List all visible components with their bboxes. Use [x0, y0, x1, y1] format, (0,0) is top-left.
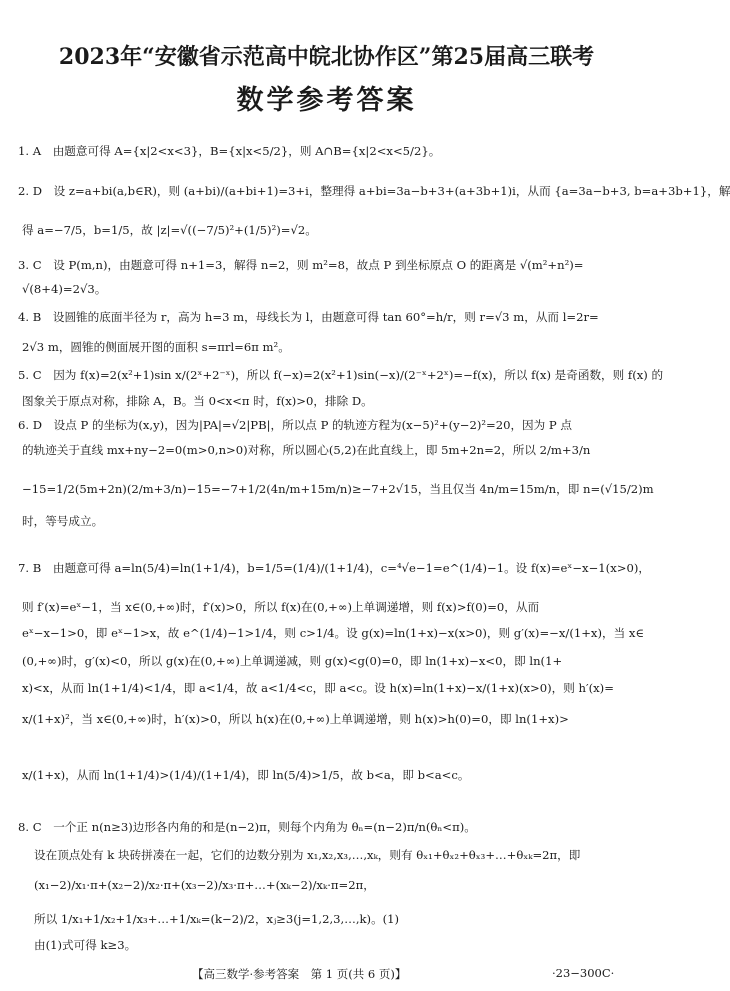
answer-line: 图象关于原点对称，排除 A，B。当 0<x<π 时，f(x)>0，排除 D。 — [22, 394, 373, 408]
answer-line: 2. D 设 z=a+bi(a,b∈R)，则 (a+bi)/(a+bi+1)=3+i，整理得 a+bi=3a−b+3+(a+3b+1)i，从而 {a=3a−b+3, b=a+3b+1}，解 — [18, 184, 730, 198]
answer-line: 得 a=−7/5，b=1/5，故 |z|=√((−7/5)²+(1/5)²)=√2。 — [22, 223, 317, 237]
answer-line: √(8+4)=2√3。 — [22, 282, 107, 296]
answer-line: −15=1/2(5m+2n)(2/m+3/n)−15=−7+1/2(4n/m+15m/n)≥−7+2√15，当且仅当 4n/m=15m/n，即 n=(√15/2)m — [22, 482, 654, 496]
answer-line: (x₁−2)/x₁·π+(x₂−2)/x₂·π+(x₃−2)/x₃·π+…+(xₖ−2)/xₖ·π=2π， — [34, 878, 375, 892]
answer-line: x)<x，从而 ln(1+1/4)<1/4，即 a<1/4，故 a<1/4<c，即 a<c。设 h(x)=ln(1+x)−x/(1+x)(x>0)，则 h′(x)= — [22, 681, 614, 695]
exam-title: 2023年“安徽省示范高中皖北协作区”第25届高三联考 — [58, 44, 595, 70]
exam-code: ·23−300C· — [552, 966, 615, 980]
answer-line: 设在顶点处有 k 块砖拼凑在一起，它们的边数分别为 x₁,x₂,x₃,…,xₖ，则有 θₓ₁+θₓ₂+θₓ₃+…+θₓₖ=2π，即 — [34, 848, 581, 862]
answer-line: x/(1+x)，从而 ln(1+1/4)>(1/4)/(1+1/4)，即 ln(5/4)>1/5，故 b<a，即 b<a<c。 — [22, 768, 470, 782]
answer-line: 5. C 因为 f(x)=2(x²+1)sin x/(2ˣ+2⁻ˣ)，所以 f(−x)=2(x²+1)sin(−x)/(2⁻ˣ+2ˣ)=−f(x)，所以 f(x) 是奇函数，则 f(x) 的 — [18, 368, 664, 382]
answer-line: eˣ−x−1>0，即 eˣ−1>x，故 e^(1/4)−1>1/4，则 c>1/4。设 g(x)=ln(1+x)−x(x>0)，则 g′(x)=−x/(1+x)，当 x∈ — [22, 626, 644, 640]
answer-line: 则 f′(x)=eˣ−1，当 x∈(0,+∞)时，f′(x)>0，所以 f(x)在(0,+∞)上单调递增，则 f(x)>f(0)=0，从而 — [22, 600, 540, 614]
answer-line: 由(1)式可得 k≥3。 — [34, 938, 137, 952]
answer-key-heading: 数学参考答案 — [236, 85, 417, 116]
answer-line: 2√3 m，圆锥的侧面展开图的面积 s=πrl=6π m²。 — [22, 340, 290, 354]
answer-line: (0,+∞)时，g′(x)<0，所以 g(x)在(0,+∞)上单调递减，则 g(x)<g(0)=0，即 ln(1+x)−x<0，即 ln(1+ — [22, 654, 563, 668]
answer-line: 8. C 一个正 n(n≥3)边形各内角的和是(n−2)π，则每个内角为 θₙ=(n−2)π/n(θₙ<π)。 — [18, 820, 476, 834]
answer-line: 时，等号成立。 — [22, 514, 104, 528]
answer-line: 1. A 由题意可得 A={x|2<x<3}，B={x|x<5/2}，则 A∩B={x|2<x<5/2}。 — [18, 144, 441, 158]
answer-line: 的轨迹关于直线 mx+ny−2=0(m>0,n>0)对称，所以圆心(5,2)在此直线上，即 5m+2n=2，所以 2/m+3/n — [22, 443, 591, 457]
answer-line: x/(1+x)²，当 x∈(0,+∞)时，h′(x)>0，所以 h(x)在(0,+∞)上单调递增，则 h(x)>h(0)=0，即 ln(1+x)> — [22, 712, 569, 726]
page-footer: 【高三数学·参考答案 第 1 页(共 6 页)】 — [192, 967, 407, 981]
answer-line: 6. D 设点 P 的坐标为(x,y)，因为|PA|=√2|PB|，所以点 P 的轨迹方程为(x−5)²+(y−2)²=20，因为 P 点 — [18, 418, 572, 432]
answer-line: 4. B 设圆锥的底面半径为 r，高为 h=3 m，母线长为 l，由题意可得 tan 60°=h/r，则 r=√3 m，从而 l=2r= — [18, 310, 599, 324]
answer-line: 所以 1/x₁+1/x₂+1/x₃+…+1/xₖ=(k−2)/2，xⱼ≥3(j=1,2,3,…,k)。(1) — [34, 912, 400, 926]
answer-line: 3. C 设 P(m,n)，由题意可得 n+1=3，解得 n=2，则 m²=8，故点 P 到坐标原点 O 的距离是 √(m²+n²)= — [18, 258, 584, 272]
answer-line: 7. B 由题意可得 a=ln(5/4)=ln(1+1/4)，b=1/5=(1/4)/(1+1/4)，c=⁴√e−1=e^(1/4)−1。设 f(x)=eˣ−x−1(x>0)， — [18, 561, 650, 575]
